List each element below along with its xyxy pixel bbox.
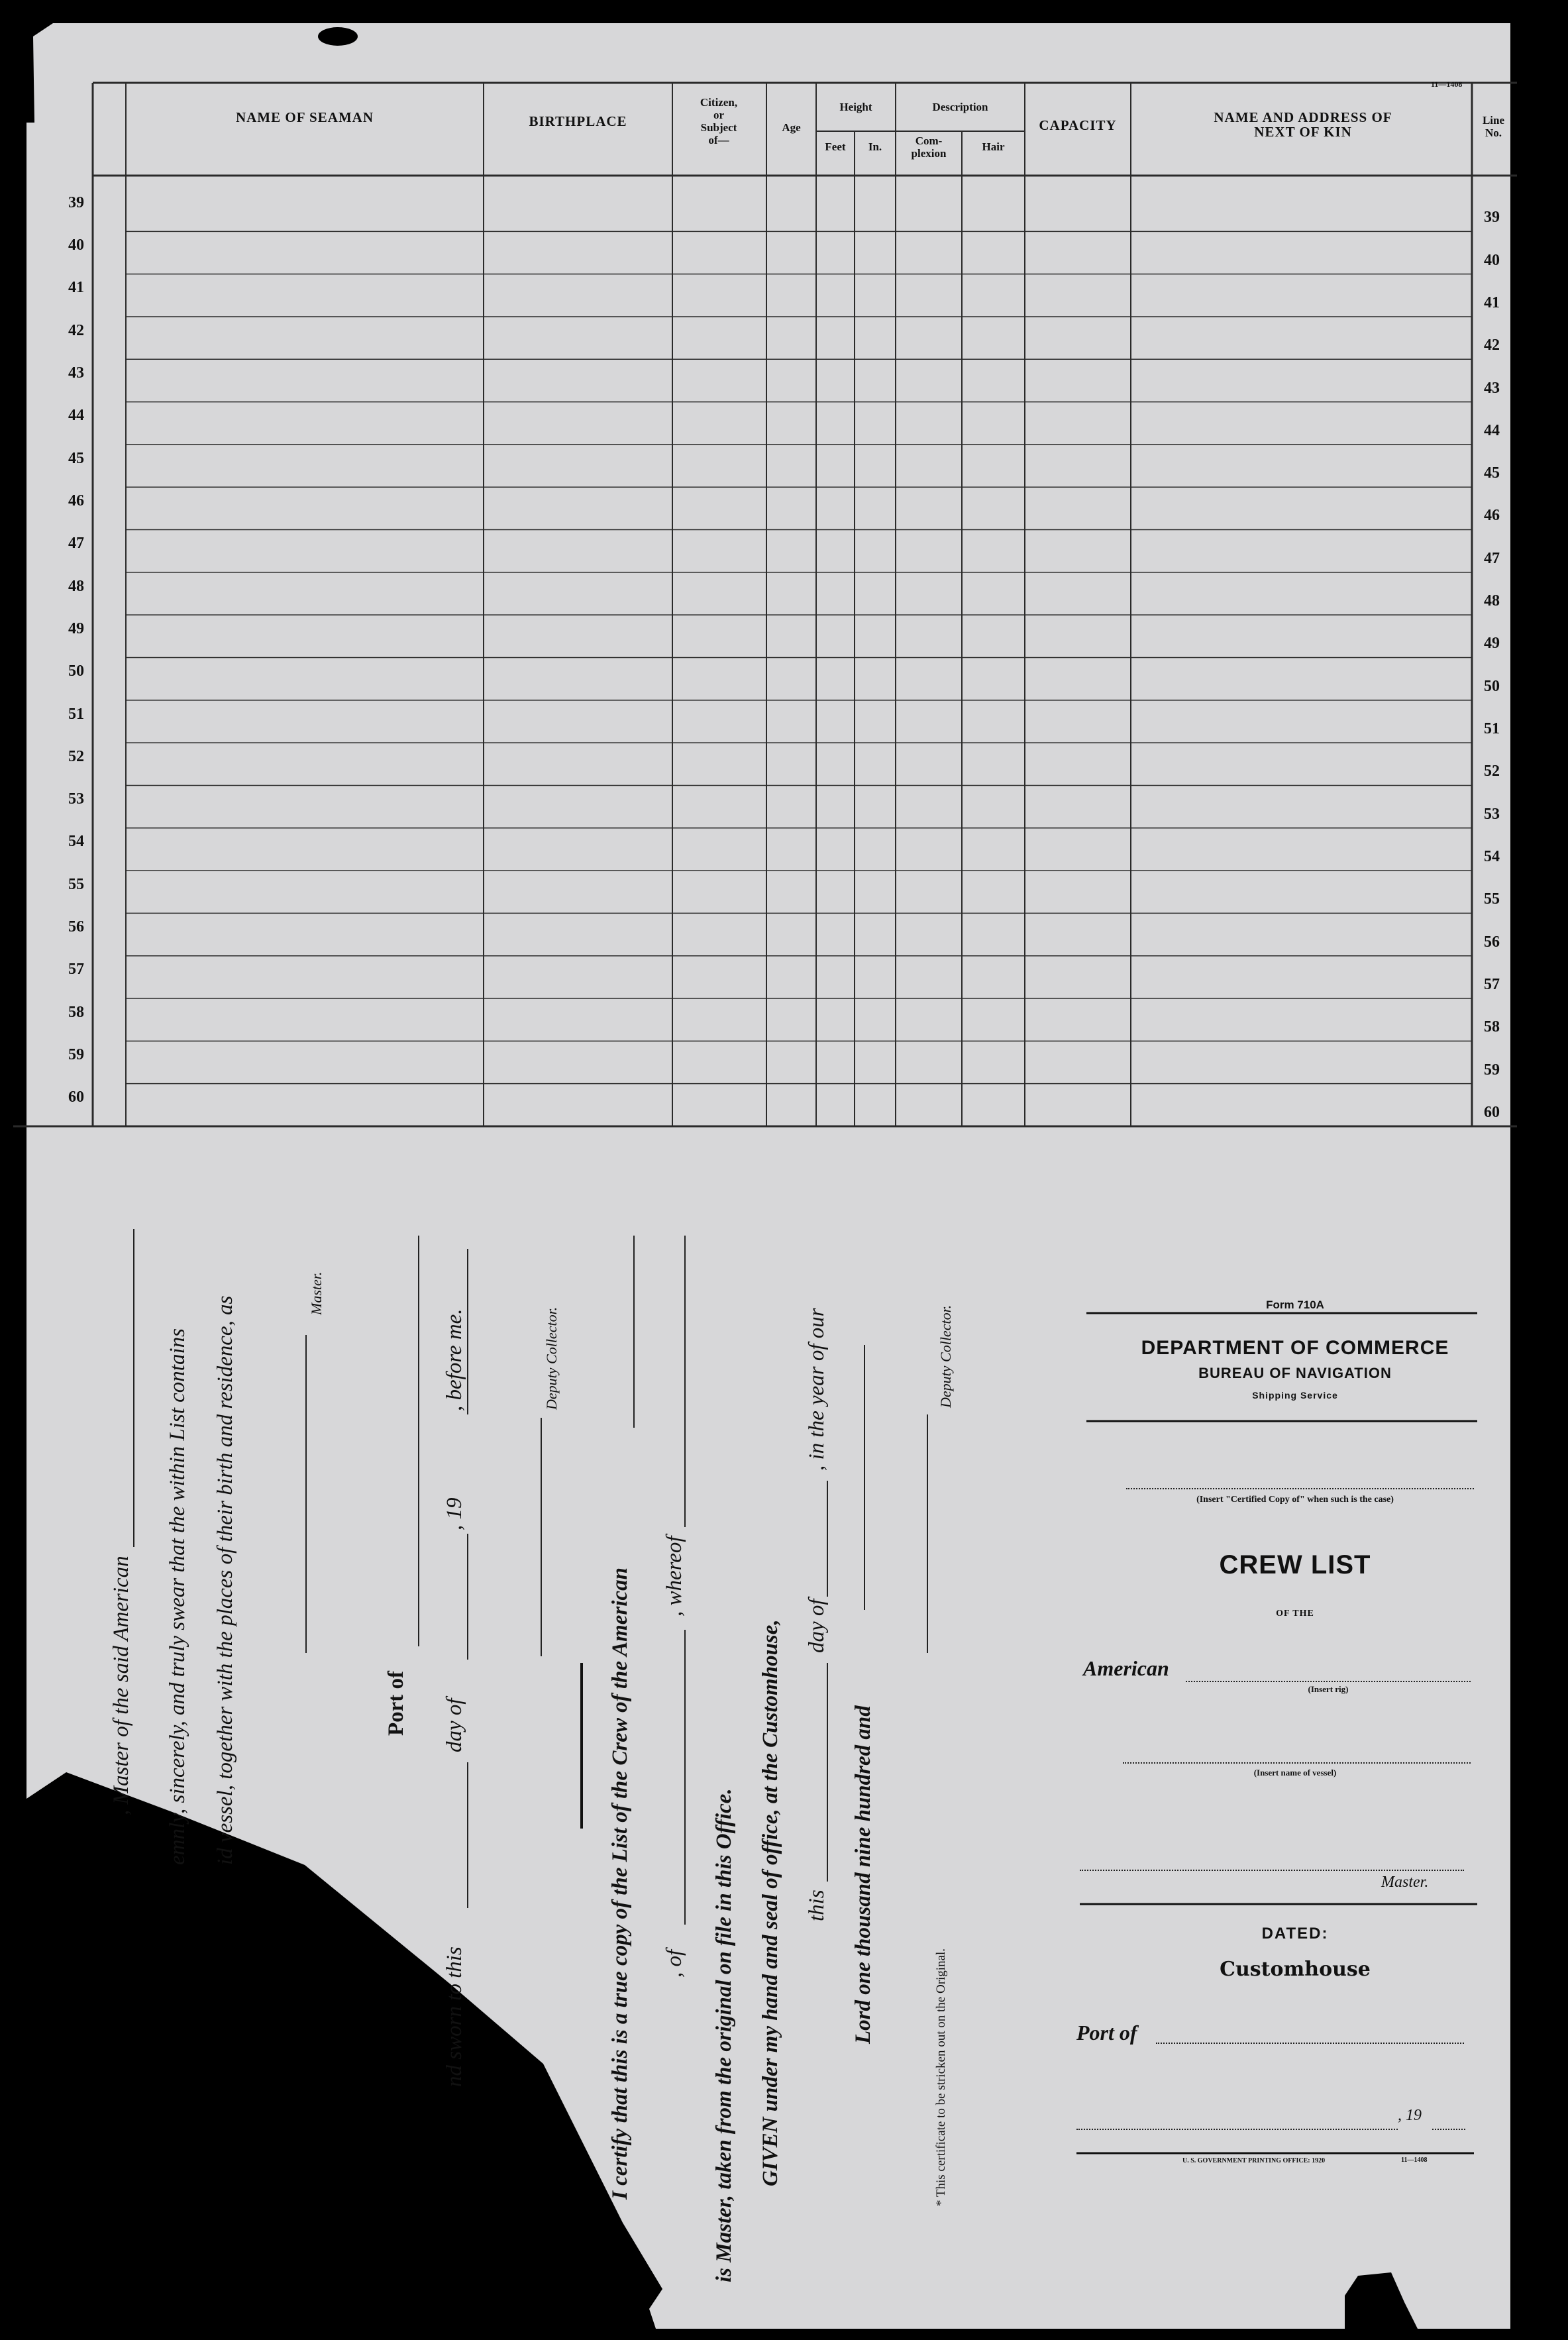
header-line-no: Line No. — [1482, 114, 1505, 139]
line-number-right: 48 — [1484, 592, 1500, 610]
line-number-right: 55 — [1484, 890, 1500, 908]
line-number-left: 60 — [68, 1089, 84, 1106]
line-number-right: 53 — [1484, 805, 1500, 823]
cover-master-label: Master. — [1381, 1874, 1429, 1891]
oath-day-of-2: day of — [805, 1599, 829, 1653]
line-number-left: 44 — [68, 407, 84, 425]
cover-of-the: OF THE — [1276, 1609, 1314, 1619]
oath-lord: Lord one thousand nine hundred and — [851, 1705, 875, 2044]
cover-year-line — [1432, 2129, 1465, 2130]
oath-certify: I certify that this is a true copy of the List of the Crew of the American — [608, 1568, 632, 2200]
oath-line-swear: emnly, sincerely, and truly swear that the within List contains — [166, 1328, 189, 1865]
cover-rig-line — [1186, 1681, 1471, 1682]
cover-certified-line — [1126, 1488, 1474, 1489]
line-number-left: 43 — [68, 364, 84, 382]
oath-line-residence: id vessel, together with the places of their birth and residence, as — [213, 1295, 237, 1865]
line-number-left: 56 — [68, 918, 84, 936]
line-number-right: 45 — [1484, 464, 1500, 482]
line-number-right: 46 — [1484, 507, 1500, 525]
oath-this: this — [805, 1889, 829, 1921]
line-number-left: 46 — [68, 492, 84, 509]
line-number-left: 45 — [68, 449, 84, 467]
line-number-left: 58 — [68, 1003, 84, 1021]
oath-deputy-collector-1: Deputy Collector. — [543, 1306, 560, 1410]
header-hair: Hair — [982, 140, 1005, 153]
header-citizen: Citizen, or Subject of— — [700, 96, 738, 146]
line-number-right: 56 — [1484, 933, 1500, 951]
cover-vessel-line — [1123, 1762, 1471, 1764]
line-number-right: 50 — [1484, 677, 1500, 695]
line-number-right: 43 — [1484, 379, 1500, 397]
oath-line-master: , Master of the said American — [109, 1556, 133, 1815]
header-complexion: Com- plexion — [911, 134, 947, 160]
cover-port-line — [1156, 2043, 1464, 2044]
header-birthplace: BIRTHPLACE — [529, 113, 627, 129]
oath-day-of: day of — [443, 1698, 466, 1752]
line-number-right: 44 — [1484, 421, 1500, 439]
oath-whereof: , whereof — [662, 1536, 686, 1617]
line-number-left: 54 — [68, 833, 84, 851]
header-inches: In. — [868, 140, 882, 153]
oath-footnote: * This certificate to be stricken out on the Original. — [934, 1948, 948, 2206]
oath-port-of: Port of — [384, 1670, 408, 1736]
line-number-right: 49 — [1484, 635, 1500, 653]
cover-insert-name: (Insert name of vessel) — [1253, 1768, 1337, 1778]
line-number-left: 48 — [68, 577, 84, 595]
line-number-right: 39 — [1484, 209, 1500, 227]
line-number-left: 59 — [68, 1046, 84, 1064]
line-number-left: 53 — [68, 790, 84, 808]
line-number-left: 47 — [68, 535, 84, 553]
line-number-left: 41 — [68, 279, 84, 297]
line-number-left: 39 — [68, 193, 84, 211]
line-number-right: 60 — [1484, 1103, 1500, 1121]
cover-department: DEPARTMENT OF COMMERCE — [1141, 1337, 1449, 1359]
oath-in-year: , in the year of our — [805, 1308, 829, 1471]
oath-master-label: Master. — [308, 1271, 325, 1315]
cover-date-line — [1076, 2129, 1398, 2130]
cover-customhouse: Customhouse — [1220, 1958, 1371, 1981]
line-number-left: 52 — [68, 747, 84, 765]
line-number-right: 52 — [1484, 763, 1500, 780]
line-number-left: 42 — [68, 321, 84, 339]
cover-dated: DATED: — [1261, 1925, 1329, 1942]
header-next-of-kin: NAME AND ADDRESS OF NEXT OF KIN — [1214, 109, 1392, 140]
line-number-right: 47 — [1484, 549, 1500, 567]
line-number-left: 51 — [68, 705, 84, 723]
header-name-of-seaman: NAME OF SEAMAN — [235, 109, 374, 125]
oath-sworn: nd sworn to this — [443, 1946, 466, 2087]
cover-year: , 19 — [1398, 2107, 1422, 2124]
header-feet: Feet — [825, 140, 846, 153]
cover-port-of: Port of — [1076, 2021, 1137, 2045]
cover-american-label: American — [1083, 1656, 1169, 1680]
cover-code: 11—1408 — [1401, 2156, 1428, 2164]
header-height: Height — [839, 101, 872, 113]
cover-bureau: BUREAU OF NAVIGATION — [1198, 1365, 1392, 1381]
oath-deputy-collector-2: Deputy Collector. — [937, 1304, 954, 1408]
line-number-left: 50 — [68, 663, 84, 680]
cover-master-line — [1080, 1870, 1464, 1871]
oath-master-taken: is Master, taken from the original on file in this Office. — [712, 1788, 736, 2282]
line-number-right: 57 — [1484, 975, 1500, 993]
cover-printer: U. S. GOVERNMENT PRINTING OFFICE: 1920 — [1182, 2157, 1326, 2164]
line-number-left: 40 — [68, 237, 84, 254]
line-number-right: 59 — [1484, 1061, 1500, 1079]
oath-given: GIVEN under my hand and seal of office, at the Customhouse, — [758, 1619, 782, 2186]
cover-insert-rig: (Insert rig) — [1308, 1684, 1349, 1694]
line-number-right: 41 — [1484, 293, 1500, 311]
line-number-left: 55 — [68, 875, 84, 893]
crew-table-grid — [0, 0, 1568, 1140]
line-number-right: 58 — [1484, 1018, 1500, 1036]
cover-shipping-service: Shipping Service — [1252, 1390, 1338, 1401]
line-number-right: 54 — [1484, 848, 1500, 865]
line-number-right: 40 — [1484, 251, 1500, 269]
cover-form-number: Form 710A — [1266, 1299, 1324, 1311]
line-number-right: 51 — [1484, 720, 1500, 738]
header-description: Description — [932, 101, 988, 113]
line-number-left: 57 — [68, 961, 84, 979]
header-age: Age — [782, 121, 801, 134]
line-number-right: 42 — [1484, 337, 1500, 354]
header-capacity: CAPACITY — [1039, 117, 1117, 133]
cover-insert-copy-note: (Insert "Certified Copy of" when such is the case) — [1196, 1495, 1394, 1505]
oath-of: , of — [662, 1949, 686, 1978]
cover-title: CREW LIST — [1219, 1550, 1371, 1579]
oath-before-me: , before me. — [443, 1308, 466, 1411]
line-number-left: 49 — [68, 619, 84, 637]
form-code-top: 11—1408 — [1431, 80, 1463, 89]
oath-year: , 19 — [443, 1497, 466, 1530]
